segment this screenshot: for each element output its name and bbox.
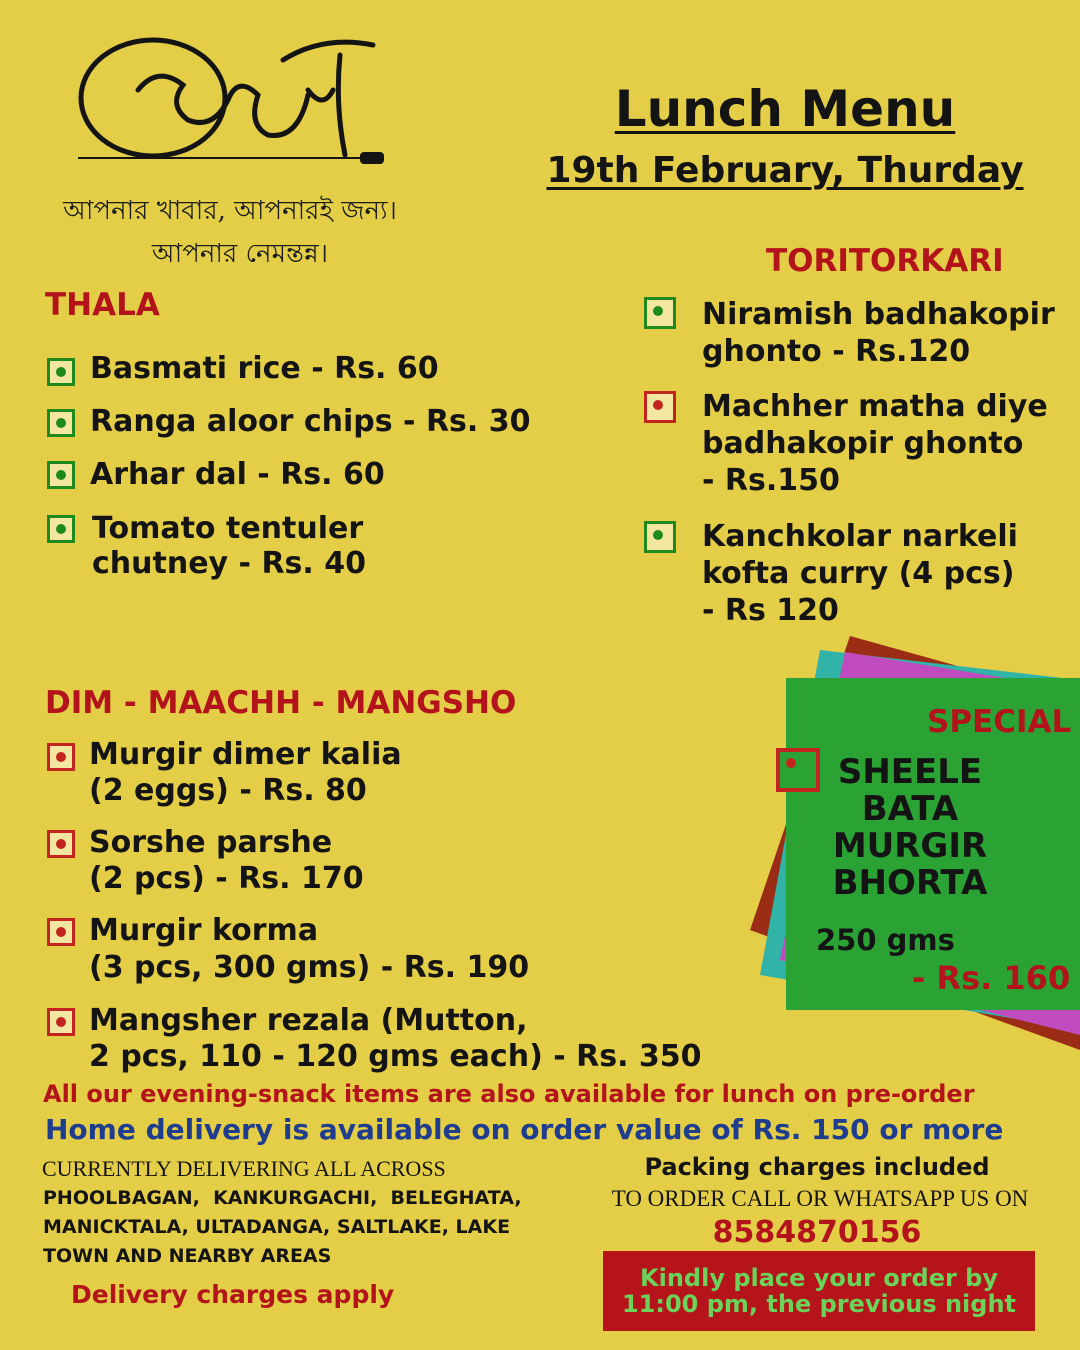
nonveg-icon	[47, 1008, 75, 1036]
veg-icon	[47, 461, 75, 489]
item-text: Kanchkolar narkeli	[702, 519, 1018, 554]
nonveg-icon	[644, 391, 676, 423]
menu-date: 19th February, Thurday	[546, 150, 1024, 191]
special-name-line: MURGIR	[832, 826, 988, 866]
item-text: Sorshe parshe	[89, 825, 333, 860]
spoon-divider	[78, 150, 386, 164]
item-text: Mangsher rezala (Mutton,	[89, 1003, 528, 1038]
nonveg-icon	[47, 918, 75, 946]
item-text: badhakopir ghonto	[702, 426, 1024, 461]
special-heading: SPECIAL	[927, 704, 1072, 740]
nonveg-icon	[776, 748, 820, 792]
pre-order-note: All our evening-snack items are also available for lunch on pre-order	[43, 1080, 975, 1108]
item-text: - Rs.150	[702, 463, 840, 498]
special-name-line: BHORTA	[832, 863, 988, 903]
section-heading-toritorkari: TORITORKARI	[766, 243, 1004, 279]
item-text: Basmati rice - Rs. 60	[90, 351, 439, 386]
item-text: - Rs 120	[702, 593, 839, 628]
item-text: (2 pcs) - Rs. 170	[89, 861, 364, 896]
special-price: - Rs. 160	[912, 959, 1071, 997]
delivery-areas	[43, 1184, 563, 1271]
packing-note: Packing charges included	[644, 1153, 990, 1181]
phone-number[interactable]: 8584870156	[712, 1215, 922, 1250]
order-deadline-line: 11:00 pm, the previous night	[621, 1290, 1017, 1318]
item-text: Tomato tentuler	[92, 511, 364, 546]
item-text: Ranga aloor chips - Rs. 30	[90, 404, 531, 439]
home-delivery-note: Home delivery is available on order value of Rs. 150 or more	[45, 1113, 1004, 1146]
item-text: chutney - Rs. 40	[92, 546, 366, 581]
delivery-area-line: PHOOLBAGAN, KANKURGACHI, BELEGHATA,	[43, 1187, 522, 1209]
item-text: Niramish badhakopir	[702, 297, 1055, 332]
special-name-line: BATA	[861, 789, 959, 829]
item-text: ghonto - Rs.120	[702, 334, 971, 369]
nonveg-icon	[47, 743, 75, 771]
brand-tagline: আপনার খাবার, আপনারই জন্য।	[63, 196, 397, 226]
delivery-area-line: TOWN AND NEARBY AREAS	[43, 1245, 332, 1267]
section-heading-thala: THALA	[45, 287, 160, 323]
brand-tagline-2: আপনার নেমন্তন্ন।	[151, 239, 329, 269]
special-quantity: 250 gms	[816, 923, 955, 957]
section-heading-dim-maachh-mangsho: DIM - MAACHH - MANGSHO	[45, 685, 517, 721]
page-title: Lunch Menu	[614, 80, 956, 138]
veg-icon	[47, 409, 75, 437]
veg-icon	[47, 515, 75, 543]
veg-icon	[644, 521, 676, 553]
order-deadline-banner	[603, 1251, 1035, 1331]
special-item-name	[820, 754, 1000, 902]
order-call-text: TO ORDER CALL OR WHATSAPP US ON	[611, 1186, 1029, 1211]
delivery-heading: CURRENTLY DELIVERING ALL ACROSS	[42, 1156, 446, 1181]
order-deadline-line: Kindly place your order by	[640, 1264, 998, 1292]
item-text: Murgir dimer kalia	[89, 737, 402, 772]
item-text: Machher matha diye	[702, 389, 1048, 424]
delivery-charges-note: Delivery charges apply	[71, 1280, 395, 1309]
veg-icon	[644, 297, 676, 329]
item-text: Murgir korma	[89, 913, 319, 948]
item-text: Arhar dal - Rs. 60	[90, 457, 385, 492]
item-text: (2 eggs) - Rs. 80	[89, 773, 367, 808]
item-text: (3 pcs, 300 gms) - Rs. 190	[89, 950, 530, 985]
veg-icon	[47, 358, 75, 386]
item-text: 2 pcs, 110 - 120 gms each) - Rs. 350	[89, 1039, 702, 1074]
special-name-line: SHEELE	[837, 752, 983, 792]
delivery-area-line: MANICKTALA, ULTADANGA, SALTLAKE, LAKE	[43, 1216, 511, 1238]
brand-logo	[78, 20, 378, 170]
item-text: kofta curry (4 pcs)	[702, 556, 1015, 591]
nonveg-icon	[47, 830, 75, 858]
